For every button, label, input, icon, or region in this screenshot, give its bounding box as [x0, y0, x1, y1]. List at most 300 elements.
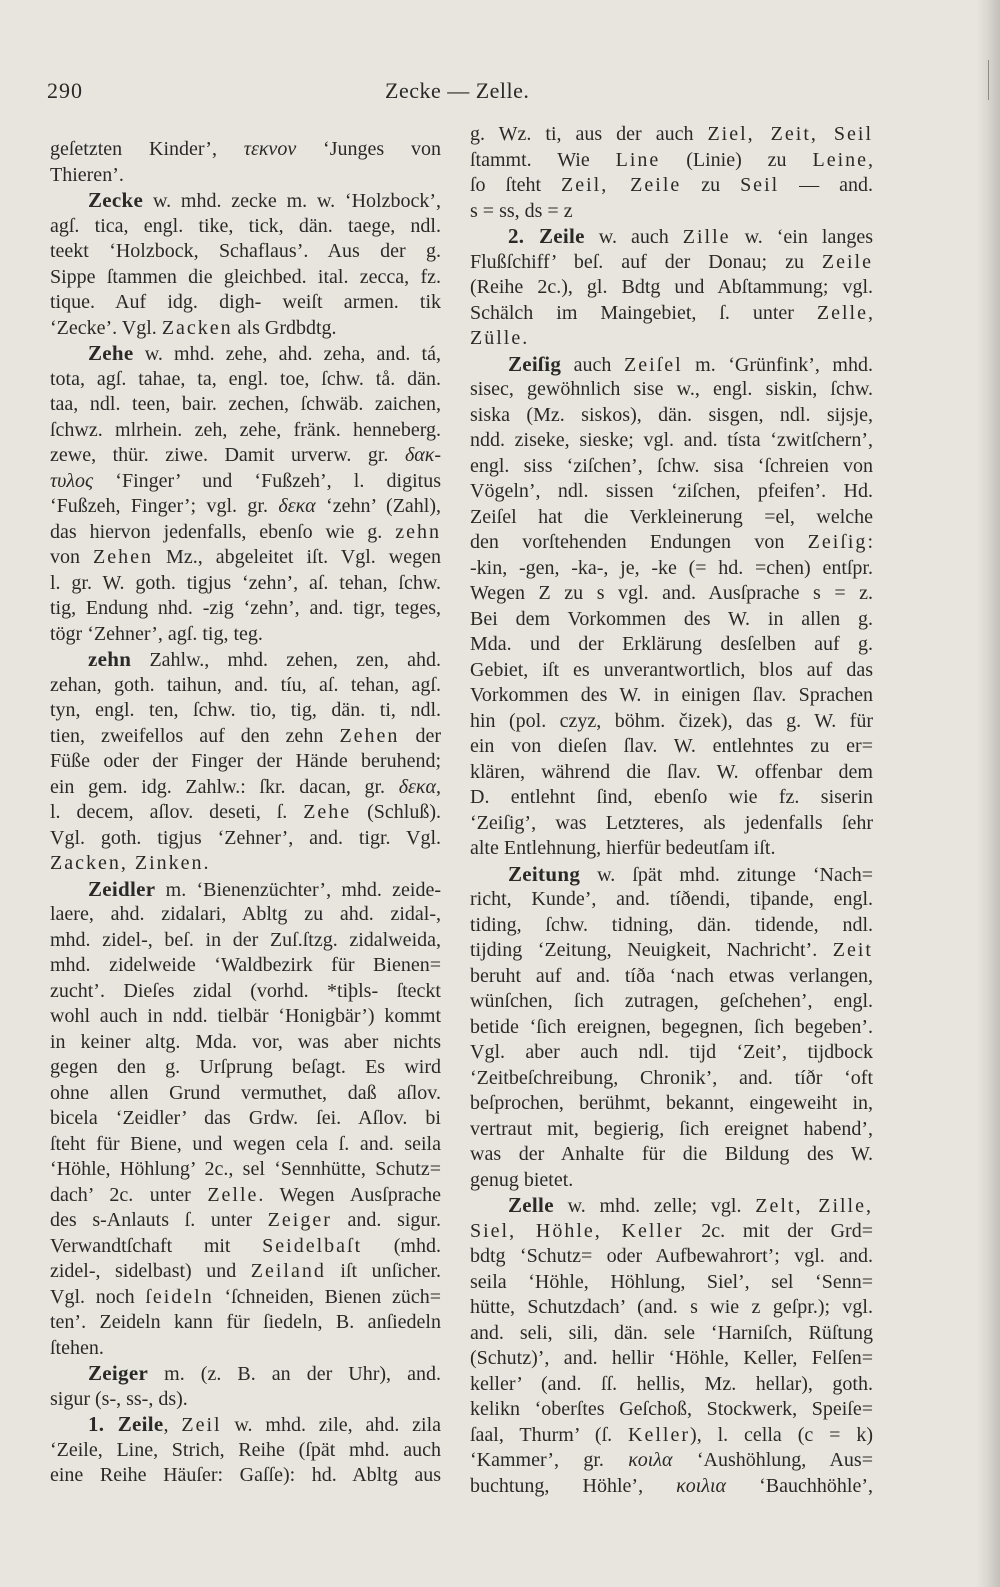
text-line	[50, 1004, 441, 1030]
text-line	[50, 1157, 441, 1183]
text-run: m. ‘Bienenzüchter’, mhd. zeide-	[155, 878, 441, 901]
text-line	[50, 1081, 441, 1107]
page-edge-mark	[988, 60, 989, 100]
running-title: Zecke — Zelle.	[385, 78, 530, 103]
text-run: sigur (s-, ss-, ds).	[50, 1387, 188, 1410]
text-line	[470, 1270, 873, 1296]
text-run: Flußſchiff’ beſ. auf der Donau; zu	[470, 250, 822, 273]
text-run: auch	[561, 353, 624, 376]
text-line	[470, 148, 873, 174]
text-line	[50, 647, 441, 673]
text-run: seila ‘Höhle, Höhlung, Siel’, sel ‘Senn=	[470, 1270, 873, 1293]
text-run: laere, ahd. zidalari, Abltg zu ahd. zidal-,	[50, 903, 441, 925]
text-line	[50, 341, 441, 367]
text-run: sisec, gewöhnlich sise w., engl. siskin, ſchw.	[470, 378, 873, 400]
text-run: Wegen Z zu s vgl. and. Ausſprache s = z.	[470, 582, 873, 604]
text-run: ‘Kammer’, gr.	[470, 1449, 629, 1471]
text-line	[50, 800, 441, 826]
text-run: ‘Finger’ und ‘Fußzeh’, l. digitus	[93, 469, 441, 492]
text-run: vertraut mit, begierig, ſich ereignet habend’,	[470, 1117, 873, 1140]
text-line	[470, 250, 873, 276]
text-run: ndd. ziseke, sieske; vgl. and. tísta ‘zwitſchern’,	[470, 429, 873, 451]
text-line	[50, 1285, 441, 1311]
spaced-text: Zeiland	[250, 1260, 326, 1282]
dictionary-entry	[470, 1193, 873, 1499]
spaced-text: Zeiſel	[623, 353, 683, 376]
text-line	[470, 862, 873, 888]
headword: Zeitung	[508, 861, 581, 886]
text-line	[470, 173, 873, 199]
text-run: betide ‘ſich ereignen, begegnen, ſich begeben’.	[470, 1015, 873, 1038]
text-run: tijding ‘Zeitung, Neuigkeit, Nachricht’.	[470, 939, 833, 961]
text-run: (Linie) zu	[660, 148, 813, 171]
text-run: tique. Auf idg. digh- weiſt armen. tik	[50, 291, 441, 313]
spaced-text: Leine	[812, 148, 869, 171]
headword: Zeidler	[88, 876, 156, 901]
text-run: (Reihe 2c.), gl. Bdtg und Abſtammung; vgl.	[470, 276, 873, 298]
left-column	[50, 137, 441, 1489]
text-run: ſo ſteht	[470, 174, 562, 196]
text-run: . Wegen Ausſprache	[258, 1183, 442, 1206]
text-line	[470, 1423, 873, 1449]
text-run: ein gem. idg. Zahlw.: ſkr. dacan, gr.	[50, 775, 399, 798]
text-run: ‘ſchneiden, Bienen züch=	[213, 1285, 441, 1308]
text-line	[470, 785, 873, 811]
page-edge-shadow	[976, 0, 1000, 1587]
text-run: ohne allen Grund vermuthet, daß aſlov.	[50, 1081, 441, 1104]
text-line	[50, 1310, 441, 1336]
text-line	[50, 749, 441, 775]
text-line	[50, 1438, 441, 1464]
text-run: bdtg ‘Schutz= oder Aufbewahrort’; vgl. and.	[470, 1245, 873, 1267]
spaced-text: Zeiger	[267, 1209, 332, 1231]
text-run: taa, ndl. teen, bair. zechen, ſchwäb. zaichen,	[50, 393, 441, 415]
text-run: keller’ (and. ſſ. hellis, Mz. hellar), goth.	[470, 1372, 873, 1395]
dictionary-entry	[470, 862, 873, 1194]
text-line	[50, 571, 441, 597]
dictionary-entry	[50, 877, 441, 1362]
text-run: iſt unſicher.	[325, 1260, 442, 1282]
text-run: tögr ‘Zehner’, agſ. tig, teg.	[50, 622, 263, 645]
dictionary-entry	[50, 1412, 441, 1489]
text-run: Zeiſel hat die Verkleinerung =el, welche	[470, 505, 873, 528]
text-run: ,	[868, 148, 874, 171]
text-line	[50, 367, 441, 393]
text-run: ten’. Zeideln kann für ſiedeln, B. anſiedeln	[50, 1311, 441, 1333]
text-run: Mda. und der Erklärung desſelben auf g.	[470, 633, 873, 655]
text-line	[50, 163, 441, 189]
text-line	[50, 1183, 441, 1209]
text-run: beſprochen, berühmt, bekannt, eingeweiht in,	[470, 1092, 873, 1114]
text-line	[50, 290, 441, 316]
text-line	[50, 1208, 441, 1234]
spaced-text: Siel, Höhle, Keller	[470, 1219, 684, 1242]
text-line	[470, 275, 873, 301]
text-run: ‘Junges von	[296, 138, 441, 160]
text-run: Bei dem Vorkommen des W. in allen g.	[470, 607, 873, 630]
text-run: zidel-, sidelbast) und	[50, 1260, 251, 1282]
text-run: zu	[681, 174, 741, 196]
text-line	[470, 734, 873, 760]
text-run: ‘Aushöhlung, Aus=	[672, 1449, 873, 1471]
text-run: der	[399, 724, 441, 747]
text-line	[50, 851, 441, 877]
text-run: ſtammt. Wie	[470, 148, 616, 171]
text-run: s = ss, ds = z	[470, 199, 573, 222]
spaced-text: Zille	[682, 226, 731, 248]
text-run: tig, Endung nhd. -zig ‘zehn’, and. tigr, teges,	[50, 597, 441, 619]
text-line	[50, 214, 441, 240]
headword: 2. Zeile	[508, 224, 585, 248]
text-run: l. decem, aſlov. deseti, ſ.	[50, 801, 304, 823]
text-line	[470, 326, 873, 352]
spaced-text: Zeile	[821, 250, 873, 273]
text-run: teekt ‘Holzbock, Schaflaus’. Aus der g.	[50, 240, 441, 262]
text-run: ,	[868, 301, 873, 324]
page-number: 290	[47, 78, 83, 103]
spaced-text: Line	[615, 148, 661, 171]
text-run: beruht auf and. tíða ‘nach etwas verlangen,	[470, 964, 873, 987]
headword: Zeiger	[88, 1361, 149, 1385]
text-line	[50, 1387, 441, 1413]
text-line	[470, 760, 873, 786]
text-line	[50, 392, 441, 418]
spaced-text: Zehen	[93, 546, 154, 568]
headword: 1. Zeile	[88, 1412, 164, 1436]
text-line	[470, 505, 873, 531]
spaced-text: Zacken	[161, 316, 233, 339]
text-run: hütte, Schutzdach’ (and. s wie z geſpr.); vgl.	[470, 1296, 873, 1318]
text-line	[50, 1412, 441, 1438]
text-line	[470, 913, 873, 939]
text-line	[50, 1361, 441, 1387]
text-line	[470, 352, 873, 378]
text-run: von	[50, 546, 94, 568]
text-run: w. auch	[584, 226, 683, 248]
text-run: engl. siss ‘ziſchen’, ſchw. sisa ‘ſchreien von	[470, 454, 873, 477]
spaced-text: Zeil, Zeile	[561, 174, 682, 196]
text-run: Gebiet, iſt es unverantwortlich, blos auf das	[470, 658, 873, 681]
text-run: tiding, ſchw. tidning, dän. tidende, ndl.	[470, 913, 873, 936]
text-run: als Grdbdtg.	[232, 316, 337, 339]
text-line	[470, 581, 873, 607]
spaced-text: Zelle	[816, 301, 868, 324]
greek-text: κοιλια	[676, 1474, 727, 1497]
text-run: bicela ‘Zeidler’ das Grdw. ſei. Aſlov. bi	[50, 1107, 441, 1129]
text-line	[50, 469, 441, 495]
dictionary-entry	[50, 188, 441, 341]
headword: zehn	[88, 647, 132, 671]
text-run: — and.	[779, 174, 873, 196]
text-run: (Schluß).	[351, 801, 441, 823]
text-line	[470, 811, 873, 837]
text-run: 2c. mit der Grd=	[683, 1219, 873, 1242]
text-line	[470, 1015, 873, 1041]
text-run: eine Reihe Häuſer: Gaſſe): hd. Abltg aus	[50, 1464, 441, 1486]
spaced-text: Zeiſig	[807, 531, 868, 553]
text-run: Sippe ſtammen die gleichbed. ital. zecca, fz.	[50, 265, 441, 288]
text-line	[470, 224, 873, 250]
spaced-text: Seidelbaſt	[262, 1234, 363, 1257]
text-line	[50, 1132, 441, 1158]
text-line	[470, 530, 873, 556]
spaced-text: zehn	[395, 520, 441, 543]
spaced-text: Ziel, Zeit, Seil	[707, 123, 873, 145]
text-run: ‘Zecke’. Vgl.	[50, 316, 162, 339]
text-line	[470, 122, 873, 148]
greek-text: δακ-	[404, 444, 441, 466]
dictionary-entry	[50, 1361, 441, 1412]
text-line	[470, 989, 873, 1015]
text-line	[470, 607, 873, 633]
text-line	[470, 556, 873, 582]
text-run: in keiner altg. Mda. vor, was aber nichts	[50, 1030, 441, 1053]
text-run: geſetzten Kinder’,	[50, 138, 244, 160]
text-run: das hiervon jedenfalls, ebenſo wie g.	[50, 520, 396, 543]
text-paragraph	[470, 122, 873, 224]
text-line	[470, 1321, 873, 1347]
spaced-text: Zeit	[832, 939, 873, 961]
text-line	[50, 137, 441, 163]
text-line	[470, 199, 873, 225]
text-run: .	[522, 327, 528, 349]
text-line	[470, 1168, 873, 1194]
text-line	[470, 1193, 873, 1219]
text-run: w. ſpät mhd. zitunge ‘Nach=	[580, 863, 873, 886]
greek-text: δεκα	[398, 775, 436, 798]
text-run: kelikn ‘oberſtes Geſchoß, Stockwerk, Speiſe=	[470, 1398, 873, 1420]
text-line	[470, 1448, 873, 1474]
text-line	[50, 1259, 441, 1285]
spaced-text: Zülle	[470, 327, 523, 349]
text-run: ‘Zeiſig’, was Letzteres, als jedenfalls ſehr	[470, 811, 873, 834]
greek-text: τεκνον	[243, 138, 297, 160]
text-line	[50, 826, 441, 852]
dictionary-entry	[470, 224, 873, 352]
text-line	[50, 1106, 441, 1132]
text-line	[50, 1463, 441, 1489]
text-run: tyn, engl. ten, ſchw. tio, tig, dän. ti, ndl.	[50, 699, 441, 721]
text-run: ‘Zeile, Line, Strich, Reihe (ſpät mhd. auch	[50, 1438, 441, 1461]
text-run: agſ. tica, engl. tike, tick, dän. taege, ndl.	[50, 214, 441, 237]
text-run: ,	[436, 775, 441, 798]
dictionary-entry	[470, 352, 873, 862]
text-line	[50, 775, 441, 801]
text-run: Vögeln’, ndl. sissen ‘ziſchen, pfeifen’. Hd.	[470, 480, 873, 502]
text-run: genug bietet.	[470, 1168, 574, 1191]
text-run: tota, agſ. tahae, ta, engl. toe, ſchw. tå. dän.	[50, 367, 441, 390]
text-run: wohl auch in ndd. tielbär ‘Honigbär’) kommt	[50, 1005, 441, 1027]
text-run: and. sigur.	[331, 1209, 441, 1231]
text-run: hin (pol. czyz, böhm. čizek), das g. W. für	[470, 709, 873, 732]
text-run: Füße oder der Finger der Hände beruhend;	[50, 750, 441, 772]
right-column	[470, 122, 873, 1499]
text-line	[50, 698, 441, 724]
text-run: mhd. zidelweide ‘Waldbezirk für Bienen=	[50, 954, 441, 976]
text-line	[50, 1055, 441, 1081]
text-run: den vorſtehenden Endungen von	[470, 531, 808, 553]
text-run: m. ‘Grünfink’, mhd.	[682, 353, 873, 376]
spaced-text: Seil	[740, 174, 780, 196]
text-line	[470, 301, 873, 327]
text-run: Vgl. noch	[50, 1285, 146, 1308]
text-run: zehan, goth. taihun, and. tíu, aſ. tehan, agſ.	[50, 673, 441, 696]
text-run: Vorkommen des W. in einigen ſlav. Sprachen	[470, 684, 873, 706]
text-run: Zahlw., mhd. zehen, zen, ahd.	[131, 649, 441, 671]
text-run: ‘Zeitbeſchreibung, Chronik’, and. tíðr ‘oft	[470, 1066, 873, 1089]
text-run: w. mhd. zelle; vgl.	[553, 1195, 756, 1217]
text-line	[50, 1234, 441, 1260]
text-line	[470, 658, 873, 684]
text-run: w. ‘ein langes	[730, 226, 873, 248]
spaced-text: Zelle	[207, 1183, 259, 1206]
text-run: buchtung, Höhle’,	[470, 1474, 677, 1497]
text-line	[470, 454, 873, 480]
text-line	[470, 1040, 873, 1066]
text-line	[50, 902, 441, 928]
text-run: ſtehen.	[50, 1336, 104, 1359]
dictionary-entry	[50, 647, 441, 877]
text-line	[470, 1397, 873, 1423]
text-run: ,	[163, 1414, 182, 1436]
text-run: D. entlehnt ſind, ebenſo wie fz. siserin	[470, 786, 873, 808]
text-run: wünſchen, ſich zutragen, geſchehen’, engl.	[470, 990, 873, 1012]
text-run: ‘Fußzeh, Finger’; vgl. gr.	[50, 495, 279, 517]
text-run: Verwandtſchaft mit	[50, 1234, 263, 1257]
text-line	[470, 479, 873, 505]
text-run: Mz., abgeleitet iſt. Vgl. wegen	[153, 546, 442, 568]
text-run: -kin, -gen, -ka-, je, -ke (= hd. =chen) entſpr.	[470, 556, 873, 579]
text-run: w. mhd. zehe, ahd. zeha, and. tá,	[133, 343, 441, 365]
text-run: gegen den g. Urſprung beſagt. Es wird	[50, 1056, 441, 1078]
text-line	[470, 887, 873, 913]
text-line	[470, 377, 873, 403]
text-line	[470, 632, 873, 658]
text-run: .	[203, 852, 209, 874]
text-run: klären, während die ſlav. W. offenbar dem	[470, 760, 873, 783]
spaced-text: Zehen	[339, 724, 400, 747]
text-line	[50, 443, 441, 469]
text-line	[50, 596, 441, 622]
text-run: dach’ 2c. unter	[50, 1183, 208, 1206]
text-line	[50, 316, 441, 342]
text-run: and. seli, sili, dän. sele ‘Harniſch, Rüſtung	[470, 1321, 873, 1344]
text-line	[50, 673, 441, 699]
text-run: richt, Kunde’, and. tíðendi, tiþande, engl.	[470, 888, 873, 910]
text-line	[50, 928, 441, 954]
text-run: (mhd.	[362, 1234, 441, 1257]
text-run: tien, zweifellos auf den zehn	[50, 724, 340, 747]
text-line	[50, 1030, 441, 1056]
text-line	[50, 239, 441, 265]
text-line	[470, 403, 873, 429]
text-run: ‘Bauchhöhle’,	[726, 1474, 873, 1497]
text-run: w. mhd. zecke m. w. ‘Holzbock’,	[143, 190, 441, 212]
text-run: ſteht für Biene, und wegen cela ſ. and. seila	[50, 1132, 441, 1155]
text-line	[50, 622, 441, 648]
headword: Zecke	[88, 188, 144, 212]
text-line	[470, 428, 873, 454]
text-paragraph	[50, 137, 441, 188]
headword: Zeiſig	[508, 351, 562, 376]
text-line	[470, 1244, 873, 1270]
text-run: (Schutz)’, and. hellir ‘Höhle, Keller, Felſen=	[470, 1347, 873, 1369]
text-line	[470, 1142, 873, 1168]
text-line	[470, 1295, 873, 1321]
spaced-text: Zehe	[303, 801, 352, 823]
text-line	[470, 1117, 873, 1143]
text-line	[470, 938, 873, 964]
text-run: alte Entlehnung, hierfür bedeutſam iſt.	[470, 837, 776, 859]
text-run: siska (Mz. siskos), dän. sisgen, ndl. sijsje,	[470, 403, 873, 426]
text-run: :	[867, 531, 873, 553]
text-run: ), l. cella (c = k)	[690, 1423, 873, 1446]
text-run: Thieren’.	[50, 163, 124, 186]
text-run: Vgl. goth. tigjus ‘Zehner’, and. tigr. Vgl.	[50, 826, 441, 849]
text-run: zewe, thür. ziwe. Damit urverw. gr.	[50, 444, 405, 466]
headword: Zelle	[508, 1193, 554, 1217]
text-run: g. Wz. ti, aus der auch	[470, 123, 708, 145]
text-line	[470, 1372, 873, 1398]
text-run: ‘Höhle, Höhlung’ 2c., sel ‘Sennhütte, Schutz=	[50, 1158, 441, 1180]
text-line	[470, 683, 873, 709]
text-run: ‘zehn’ (Zahl),	[315, 495, 442, 517]
text-run: m. (z. B. an der Uhr), and.	[148, 1363, 441, 1385]
spaced-text: Zacken, Zinken	[50, 852, 204, 874]
text-line	[470, 964, 873, 990]
greek-text: κοιλα	[628, 1449, 673, 1471]
text-line	[50, 1336, 441, 1362]
text-run: Vgl. aber auch ndl. tijd ‘Zeit’, tijdbock	[470, 1041, 873, 1063]
text-line	[50, 188, 441, 214]
text-line	[50, 520, 441, 546]
text-line	[470, 1219, 873, 1245]
text-run: l. gr. W. goth. tigjus ‘zehn’, aſ. tehan, ſchw.	[50, 571, 441, 594]
text-line	[470, 1091, 873, 1117]
text-run: ein von dieſen ſlav. W. entlehntes zu er=	[470, 735, 873, 757]
text-line	[50, 953, 441, 979]
spaced-text: Zelt, Zille,	[755, 1195, 873, 1217]
text-line	[50, 724, 441, 750]
text-run: was der Anhalte für die Bildung des W.	[470, 1143, 873, 1165]
dictionary-entry	[50, 341, 441, 647]
headword: Zehe	[88, 341, 134, 365]
spaced-text: ſeideln	[145, 1285, 214, 1308]
text-line	[50, 877, 441, 903]
text-run: Schälch im Maingebiet, ſ. unter	[470, 301, 817, 324]
spaced-text: Keller	[628, 1423, 691, 1446]
text-line	[50, 545, 441, 571]
text-run: mhd. zidel-, beſ. in der Zuſ.ſtzg. zidalweida,	[50, 928, 441, 951]
text-run: w. mhd. zile, ahd. zila	[221, 1414, 442, 1436]
text-run: ſaal, Thurm’ (ſ.	[470, 1423, 629, 1446]
text-line	[470, 709, 873, 735]
text-run: des s-Anlauts ſ. unter	[50, 1209, 268, 1231]
text-line	[50, 494, 441, 520]
text-line	[50, 265, 441, 291]
spaced-text: Zeil	[181, 1414, 222, 1436]
text-run: zucht’. Dieſes zidal (vorhd. *tiþls- ſteckt	[50, 979, 441, 1002]
text-line	[470, 1474, 873, 1500]
greek-text: τυλος	[50, 469, 94, 492]
text-line	[470, 1066, 873, 1092]
greek-text: δεκα	[278, 495, 316, 517]
text-line	[470, 1346, 873, 1372]
text-line	[50, 418, 441, 444]
text-line	[50, 979, 441, 1005]
text-run: ſchwz. mlrhein. zeh, zehe, fränk. henneberg.	[50, 418, 441, 441]
text-line	[470, 836, 873, 862]
